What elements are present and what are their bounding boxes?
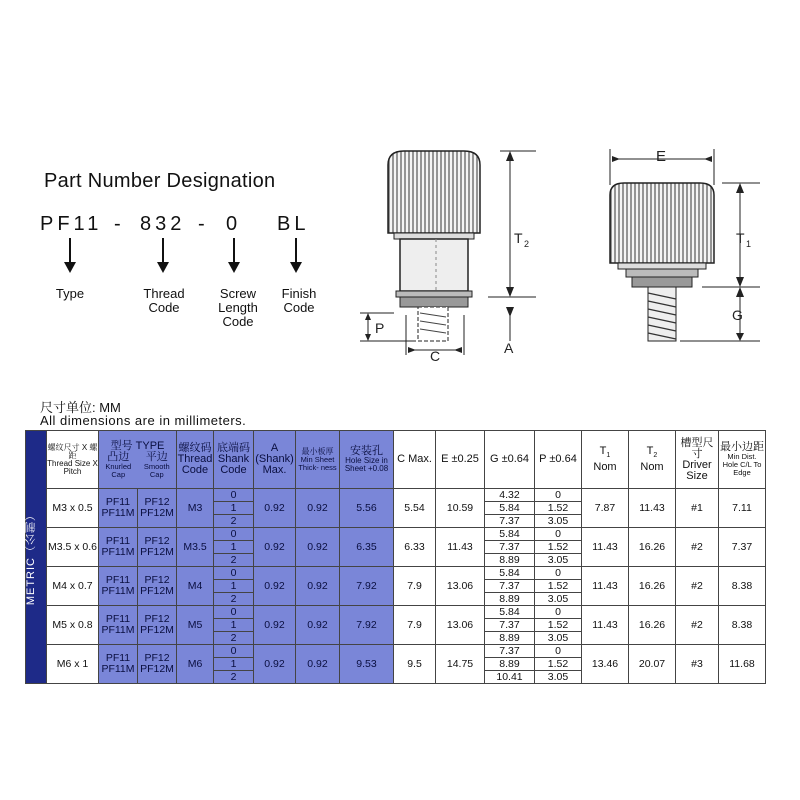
hdr-a: A — [270, 442, 279, 454]
cell-thread-size: M5 x 0.8 — [47, 606, 99, 645]
cell-t2: 11.43 — [629, 489, 676, 528]
cell-p: 1.52 — [535, 580, 582, 593]
cell-thread-code: M5 — [177, 606, 214, 645]
hdr-p: P ±0.64 — [539, 453, 577, 465]
code-dash-2: - — [198, 213, 209, 235]
cell-type-knurled: PF11 PF11M — [99, 606, 138, 645]
cell-p: 3.05 — [535, 632, 582, 645]
arrow-down-icon — [156, 238, 170, 274]
hdr-t1-sub: 1 — [606, 452, 611, 460]
cell-shank-code: 2 — [214, 632, 254, 645]
hdr-shank-en: Shank Code — [217, 453, 250, 476]
cell-type-smooth: PF12 PF12M — [138, 606, 177, 645]
cell-e: 14.75 — [436, 645, 485, 684]
cell-driver-size: #1 — [676, 489, 719, 528]
cell-hole-size: 5.56 — [340, 489, 394, 528]
cell-g: 7.37 — [485, 619, 535, 632]
cell-thread-size: M3.5 x 0.6 — [47, 528, 99, 567]
cell-e: 13.06 — [436, 567, 485, 606]
hdr-e: E ±0.25 — [441, 453, 479, 465]
designation-title: Part Number Designation — [44, 170, 276, 192]
spec-table — [25, 430, 766, 684]
cell-p: 3.05 — [535, 515, 582, 528]
hdr-c: C Max. — [397, 453, 432, 465]
cell-shank-code: 0 — [214, 567, 254, 580]
cell-shank-code: 0 — [214, 528, 254, 541]
cell-t2: 16.26 — [629, 606, 676, 645]
cell-c-max: 9.5 — [394, 645, 436, 684]
cell-shank-code: 0 — [214, 606, 254, 619]
cell-p: 1.52 — [535, 658, 582, 671]
cell-min-sheet: 0.92 — [296, 645, 340, 684]
cell-p: 3.05 — [535, 671, 582, 684]
side-label: METRIC（公制） — [25, 508, 37, 606]
hdr-t1: T — [599, 445, 607, 458]
cell-type-smooth: PF12 PF12M — [138, 645, 177, 684]
cell-p: 0 — [535, 489, 582, 502]
cell-driver-size: #2 — [676, 606, 719, 645]
cell-shank-code: 0 — [214, 645, 254, 658]
cell-type-knurled: PF11 PF11M — [99, 645, 138, 684]
cell-driver-size: #2 — [676, 528, 719, 567]
cell-p: 0 — [535, 528, 582, 541]
cell-t1: 7.87 — [582, 489, 629, 528]
units-en: All dimensions are in millimeters. — [40, 413, 247, 428]
label-type: Type — [55, 286, 85, 301]
cell-g: 7.37 — [485, 541, 535, 554]
cell-e: 13.06 — [436, 606, 485, 645]
cell-p: 0 — [535, 606, 582, 619]
cell-t2: 20.07 — [629, 645, 676, 684]
spec-table-wrapper — [25, 430, 766, 684]
hdr-t1-nom: Nom — [593, 460, 617, 473]
cell-p: 0 — [535, 567, 582, 580]
code-type: PF11 — [40, 213, 103, 235]
arrow-down-icon — [63, 238, 77, 274]
cell-g: 5.84 — [485, 606, 535, 619]
table-row — [26, 567, 766, 580]
hdr-t2-nom: Nom — [640, 460, 664, 473]
cell-c-max: 5.54 — [394, 489, 436, 528]
cell-thread-code: M3.5 — [177, 528, 214, 567]
arrow-down-icon — [227, 238, 241, 274]
cell-hole-size: 9.53 — [340, 645, 394, 684]
hdr-hole-cn: 安装孔 — [350, 445, 383, 457]
cell-p: 1.52 — [535, 541, 582, 554]
cell-g: 5.84 — [485, 502, 535, 515]
hdr-g: G ±0.64 — [489, 453, 530, 465]
cell-a-max: 0.92 — [254, 528, 296, 567]
cell-g: 8.89 — [485, 593, 535, 606]
cell-min-dist: 7.37 — [719, 528, 766, 567]
hdr-type-cn: 型号 TYPE — [110, 439, 165, 452]
dim-g-label: G — [732, 307, 743, 323]
cell-driver-size: #2 — [676, 567, 719, 606]
code-finish: BL — [277, 213, 310, 235]
fastener-drawing-right — [598, 145, 768, 355]
cell-t1: 13.46 — [582, 645, 629, 684]
cell-g: 7.37 — [485, 645, 535, 658]
dim-e-label: E — [656, 148, 667, 165]
cell-hole-size: 7.92 — [340, 606, 394, 645]
cell-shank-code: 0 — [214, 489, 254, 502]
cell-p: 1.52 — [535, 619, 582, 632]
hdr-a-sub: (Shank) Max. — [255, 453, 294, 476]
hdr-driver-en: Driver Size — [682, 458, 712, 482]
cell-type-knurled: PF11 PF11M — [99, 489, 138, 528]
cell-shank-code: 2 — [214, 593, 254, 606]
dim-t1-sub: 1 — [746, 239, 752, 249]
cell-t1: 11.43 — [582, 567, 629, 606]
table-row — [26, 606, 766, 619]
cell-g: 5.84 — [485, 528, 535, 541]
cell-g: 5.84 — [485, 567, 535, 580]
hdr-mindist-cn: 最小边距 — [720, 441, 764, 453]
hdr-smooth-en: Smooth Cap — [143, 461, 170, 479]
fastener-drawing-left — [360, 145, 550, 370]
cell-min-sheet: 0.92 — [296, 567, 340, 606]
cell-e: 11.43 — [436, 528, 485, 567]
table-row — [26, 528, 766, 541]
cell-shank-code: 1 — [214, 502, 254, 515]
cell-type-smooth: PF12 PF12M — [138, 567, 177, 606]
cell-p: 0 — [535, 645, 582, 658]
hdr-shank-cn: 底端码 — [217, 442, 250, 454]
cell-min-dist: 8.38 — [719, 606, 766, 645]
dim-t1-label: T — [736, 230, 745, 246]
label-finish-code: Finish Code — [281, 286, 317, 315]
cell-type-smooth: PF12 PF12M — [138, 489, 177, 528]
cell-t1: 11.43 — [582, 528, 629, 567]
cell-shank-code: 1 — [214, 541, 254, 554]
hdr-thread-code-cn: 螺纹码 — [178, 442, 212, 454]
hdr-min-sheet-en: Min Sheet Thick- ness — [298, 454, 337, 472]
hdr-driver-cn: 槽型尺寸 — [680, 436, 714, 460]
cell-p: 3.05 — [535, 554, 582, 567]
cell-thread-size: M6 x 1 — [47, 645, 99, 684]
hdr-smooth-cn: 平边 — [145, 450, 168, 463]
code-thread: 832 — [140, 213, 186, 235]
hdr-t2-sub: 2 — [653, 452, 658, 460]
dim-p-label: P — [375, 320, 385, 336]
cell-hole-size: 7.92 — [340, 567, 394, 606]
cell-min-dist: 11.68 — [719, 645, 766, 684]
cell-min-dist: 7.11 — [719, 489, 766, 528]
cell-shank-code: 2 — [214, 671, 254, 684]
cell-thread-code: M4 — [177, 567, 214, 606]
cell-min-sheet: 0.92 — [296, 528, 340, 567]
cell-p: 3.05 — [535, 593, 582, 606]
cell-hole-size: 6.35 — [340, 528, 394, 567]
cell-thread-size: M4 x 0.7 — [47, 567, 99, 606]
cell-min-dist: 8.38 — [719, 567, 766, 606]
cell-shank-code: 2 — [214, 515, 254, 528]
cell-type-smooth: PF12 PF12M — [138, 528, 177, 567]
hdr-knurled-cn: 凸边 — [107, 450, 130, 463]
cell-t2: 16.26 — [629, 567, 676, 606]
cell-thread-code: M6 — [177, 645, 214, 684]
hdr-thread-en: Thread Size X Pitch — [47, 458, 98, 476]
cell-t1: 11.43 — [582, 606, 629, 645]
cell-driver-size: #3 — [676, 645, 719, 684]
cell-g: 8.89 — [485, 554, 535, 567]
cell-g: 4.32 — [485, 489, 535, 502]
dim-c-label: C — [430, 348, 441, 364]
cell-g: 8.89 — [485, 632, 535, 645]
hdr-mindist-en: Min Dist. Hole C/L To Edge — [722, 452, 762, 477]
cell-thread-code: M3 — [177, 489, 214, 528]
hdr-hole-en: Hole Size in Sheet +0.08 — [344, 456, 389, 473]
cell-a-max: 0.92 — [254, 645, 296, 684]
code-dash-1: - — [114, 213, 125, 235]
label-thread-code: Thread Code — [143, 286, 185, 315]
table-row — [26, 489, 766, 502]
cell-shank-code: 1 — [214, 658, 254, 671]
cell-c-max: 7.9 — [394, 567, 436, 606]
code-length: 0 — [226, 213, 242, 235]
label-screw-length-code: Screw Length Code — [218, 286, 258, 329]
cell-type-knurled: PF11 PF11M — [99, 528, 138, 567]
hdr-t2: T — [646, 445, 654, 458]
cell-t2: 16.26 — [629, 528, 676, 567]
cell-shank-code: 1 — [214, 619, 254, 632]
cell-g: 7.37 — [485, 580, 535, 593]
dim-t2-label: T — [514, 230, 523, 246]
arrow-down-icon — [289, 238, 303, 274]
cell-g: 8.89 — [485, 658, 535, 671]
units-cn: 尺寸单位: MM — [40, 400, 121, 415]
dim-t2-sub: 2 — [524, 239, 530, 249]
cell-shank-code: 2 — [214, 554, 254, 567]
table-row — [26, 645, 766, 658]
cell-min-sheet: 0.92 — [296, 489, 340, 528]
cell-c-max: 6.33 — [394, 528, 436, 567]
cell-a-max: 0.92 — [254, 606, 296, 645]
hdr-min-sheet-cn: 最小板厚 — [301, 446, 334, 456]
cell-shank-code: 1 — [214, 580, 254, 593]
cell-a-max: 0.92 — [254, 489, 296, 528]
hdr-thread-cn: 螺纹尺寸 X 螺距 — [47, 442, 98, 460]
hdr-thread-code-en: Thread Code — [177, 453, 213, 476]
cell-g: 7.37 — [485, 515, 535, 528]
dim-a-label: A — [504, 340, 514, 356]
hdr-knurled-en: Knurled Cap — [105, 461, 132, 479]
cell-type-knurled: PF11 PF11M — [99, 567, 138, 606]
cell-p: 1.52 — [535, 502, 582, 515]
cell-e: 10.59 — [436, 489, 485, 528]
cell-min-sheet: 0.92 — [296, 606, 340, 645]
cell-c-max: 7.9 — [394, 606, 436, 645]
cell-a-max: 0.92 — [254, 567, 296, 606]
cell-g: 10.41 — [485, 671, 535, 684]
cell-thread-size: M3 x 0.5 — [47, 489, 99, 528]
